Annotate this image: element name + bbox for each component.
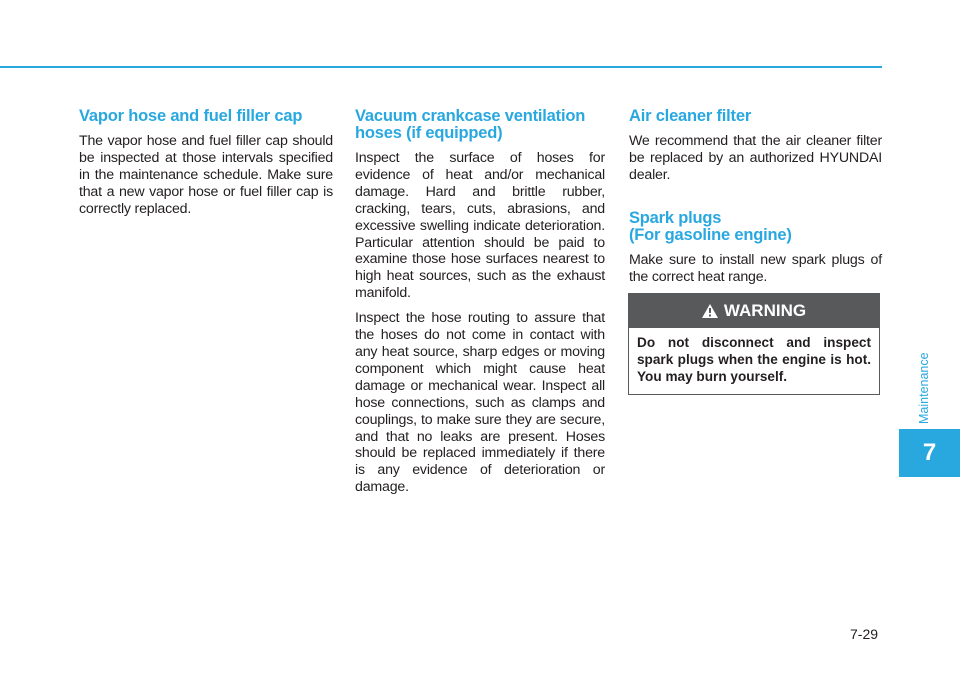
section-body-vacuum-crankcase-1: Inspect the surface of hoses for evidence of heat and/or mechanical damage. Hard and brittle rubber, cracking, tears, cuts, abrasions, and excessive swelling indicate deterioration. Particular attention should be paid to examine those hose surfaces nearest to high heat sources, such as the exhaust manifold. — [355, 150, 605, 302]
warning-triangle-icon — [702, 304, 718, 318]
warning-box — [628, 293, 880, 395]
section-heading-spark-plugs — [629, 210, 882, 244]
column-left — [79, 108, 333, 226]
column-right — [629, 108, 882, 294]
page-number: 7-29 — [850, 626, 879, 642]
section-body-vapor-hose: The vapor hose and fuel filler cap should be inspected at those intervals specified in the maintenance schedule. Make sure that a new vapor hose or fuel filler cap is correctly replaced. — [79, 133, 333, 217]
section-body-air-cleaner: We recommend that the air cleaner filter be replaced by an authorized HYUNDAI dealer. — [629, 133, 882, 183]
warning-text: Do not disconnect and inspect spark plugs when the engine is hot. You may burn yourself. — [637, 335, 871, 384]
section-heading-vapor-hose: Vapor hose and fuel filler cap — [79, 107, 303, 125]
heading-line: Vacuum crankcase ventilation — [355, 107, 586, 125]
section-body-vacuum-crankcase-2: Inspect the hose routing to assure that the hoses do not come in contact with any heat source, sharp edges or moving component which might cause heat damage or mechanical wear. Inspect all hose connections, such as clamps and couplings, to make sure they are secure, and that no leaks are present. Hoses should be replaced immediately if there is any evidence of deterioration or damage. — [355, 310, 605, 496]
section-spacer — [629, 192, 882, 210]
heading-line: (For gasoline engine) — [629, 225, 792, 244]
chapter-label: Maintenance — [917, 352, 931, 424]
section-body-spark-plugs: Make sure to install new spark plugs of the correct heat range. — [629, 251, 882, 285]
heading-line: Spark plugs — [629, 208, 722, 227]
header-rule — [0, 66, 882, 68]
section-heading-air-cleaner: Air cleaner filter — [629, 107, 752, 125]
column-middle — [355, 108, 605, 504]
warning-label: WARNING — [723, 301, 807, 320]
section-heading-vacuum-crankcase — [355, 108, 605, 142]
warning-header — [629, 294, 879, 328]
chapter-tab: 7 — [899, 429, 960, 477]
heading-line: hoses (if equipped) — [355, 124, 503, 142]
